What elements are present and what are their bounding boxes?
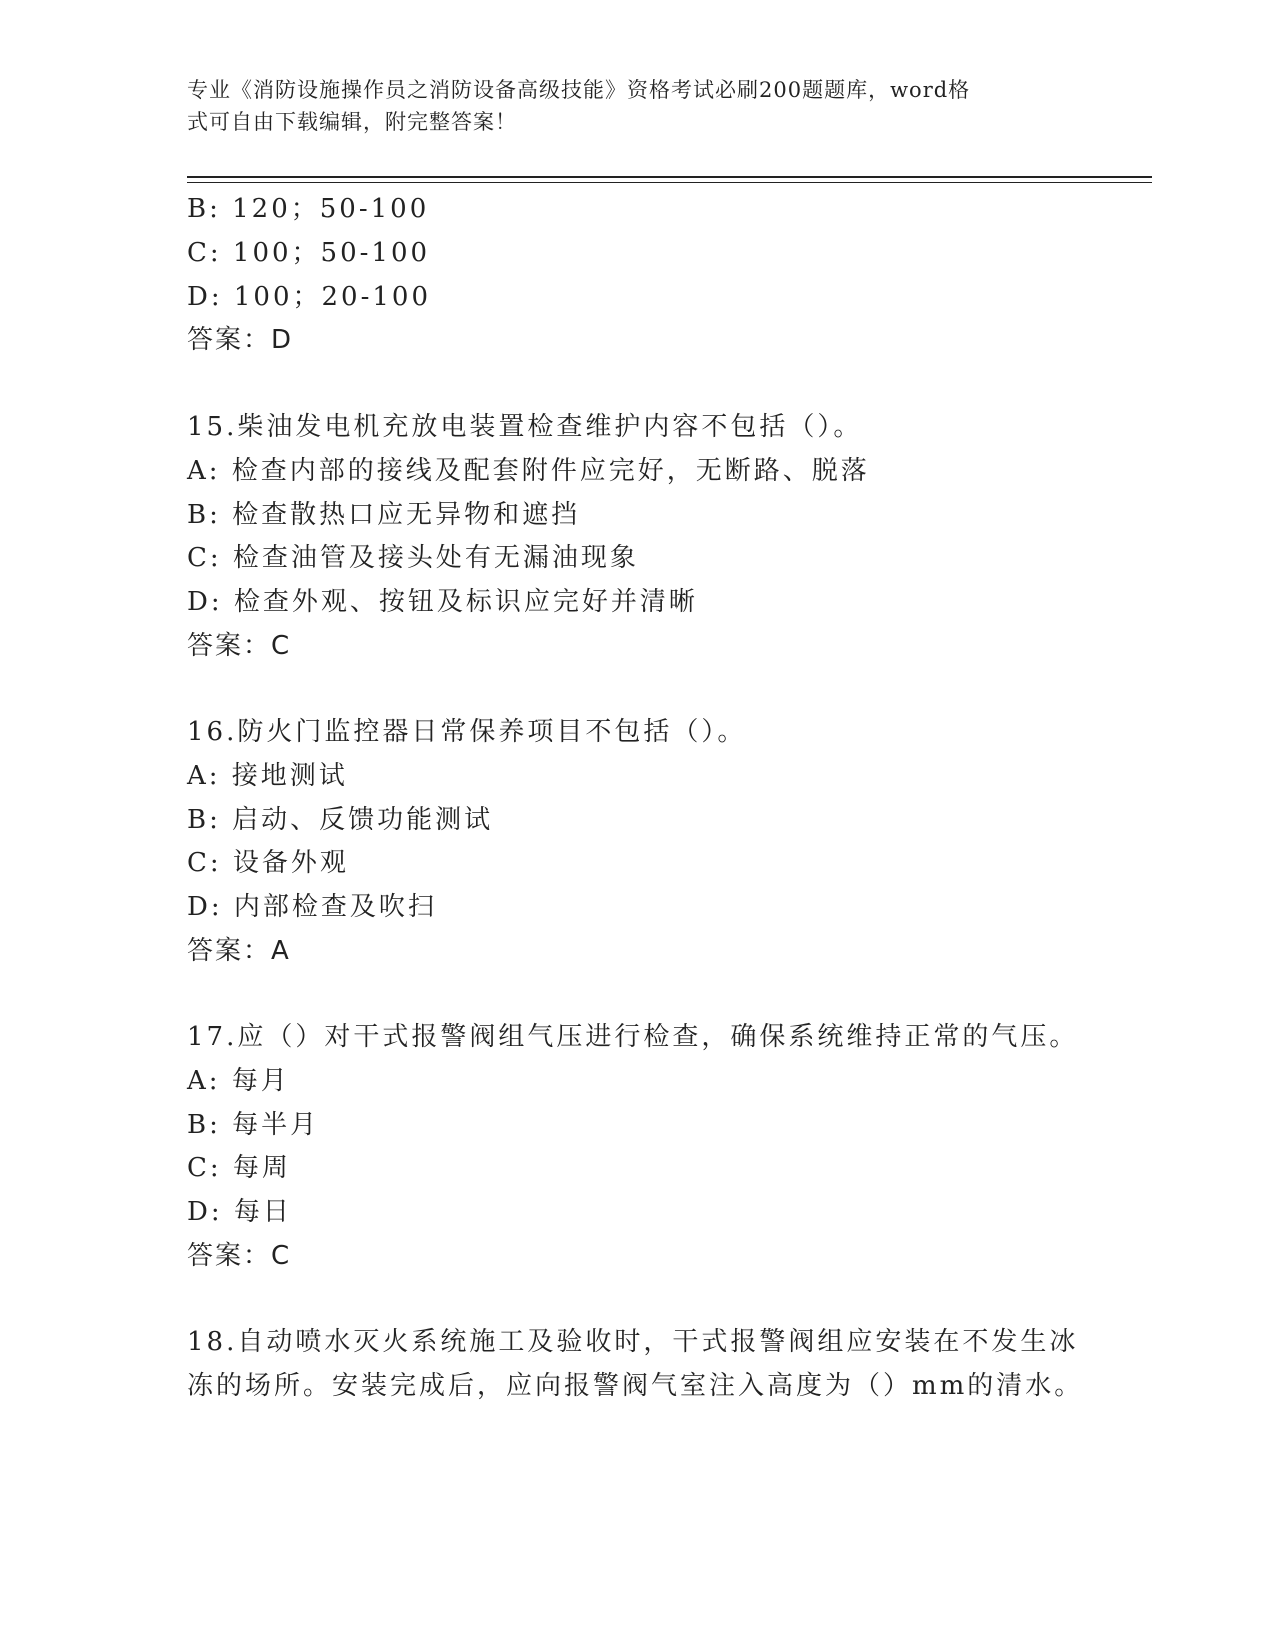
option-c: C: 检查油管及接头处有无漏油现象 <box>187 543 639 573</box>
option-a: A: 检查内部的接线及配套附件应完好，无断路、脱落 <box>187 456 870 486</box>
document-header <box>187 74 1067 138</box>
option-d: D: 100；20-100 <box>187 282 431 312</box>
question-stem: 17.应（）对干式报警阀组气压进行检查，确保系统维持正常的气压。 <box>187 1022 1079 1052</box>
header-line-2: 式可自由下载编辑，附完整答案！ <box>187 110 517 134</box>
answer-line: 答案：A <box>187 936 291 966</box>
option-d: D: 内部检查及吹扫 <box>187 892 437 922</box>
option-b: B: 检查散热口应无异物和遮挡 <box>187 500 581 530</box>
question-stem: 15.柴油发电机充放电装置检查维护内容不包括（）。 <box>187 412 863 442</box>
option-c: C: 设备外观 <box>187 848 349 878</box>
answer-line: 答案：C <box>187 1241 292 1271</box>
option-b: B: 启动、反馈功能测试 <box>187 805 494 835</box>
question-stem-line-1: 18.自动喷水灭火系统施工及验收时，干式报警阀组应安装在不发生冰 <box>187 1327 1079 1357</box>
header-line-1: 专业《消防设施操作员之消防设备高级技能》资格考试必刷200题题库，word格 <box>187 78 971 102</box>
option-b: B: 120；50-100 <box>187 194 430 224</box>
option-d: D: 检查外观、按钮及标识应完好并清晰 <box>187 587 698 617</box>
header-rule-thick <box>187 176 1152 178</box>
option-b: B: 每半月 <box>187 1110 320 1140</box>
option-d: D: 每日 <box>187 1197 292 1227</box>
answer-line: 答案：C <box>187 631 292 661</box>
option-a: A: 接地测试 <box>187 761 348 791</box>
option-c: C: 100；50-100 <box>187 238 431 268</box>
question-stem: 16.防火门监控器日常保养项目不包括（）。 <box>187 717 747 747</box>
header-rule-thin <box>187 182 1152 183</box>
question-stem-line-2: 冻的场所。安装完成后，应向报警阀气室注入高度为（）mm的清水。 <box>187 1371 1084 1401</box>
option-c: C: 每周 <box>187 1153 291 1183</box>
option-a: A: 每月 <box>187 1066 290 1096</box>
answer-line: 答案：D <box>187 325 294 355</box>
